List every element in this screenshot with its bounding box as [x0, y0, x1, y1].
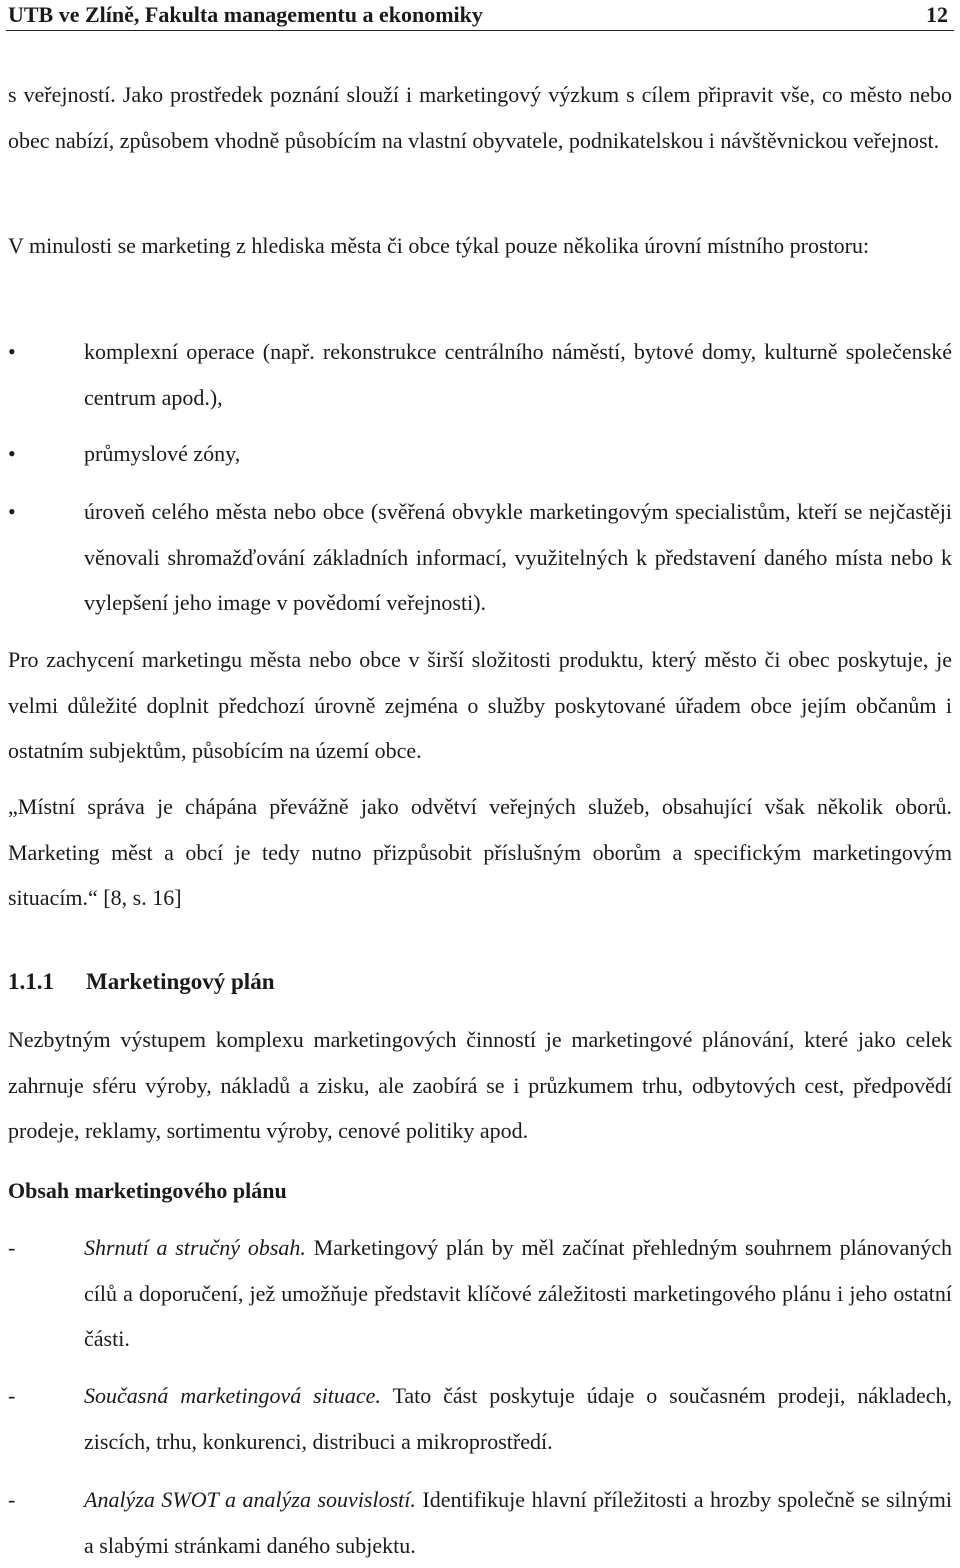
dash-marker: -	[8, 1487, 16, 1512]
dash-item-term: Současná marketingová situace.	[84, 1383, 381, 1408]
paragraph: Nezbytným výstupem komplexu marketingových činností je marketingové plánování, které jako celek zahrnuje sféru výroby, nákladů a zisku, ale zaobírá se i průzkumem trhu, odbytových cest, předpovědí prodeje, reklamy, sortimentu výroby, cenové politiky apod.	[8, 1027, 952, 1143]
dash-item-text	[84, 1373, 952, 1464]
subsection-heading: Obsah marketingového plánu	[8, 1178, 287, 1203]
dash-item-term: Shrnutí a stručný obsah.	[84, 1235, 306, 1260]
bullet-text: úroveň celého města nebo obce (svěřená obvykle marketingovým specialistům, kteří se nejčastěji věnovali shromažďování základních informací, využitelných k představení daného místa nebo k vylepšení jeho image v povědomí veřejnosti).	[84, 499, 952, 615]
page-number: 12	[926, 2, 948, 27]
dash-marker: -	[8, 1383, 16, 1408]
dash-item-body: Marketingový plán by měl začínat přehledným souhrnem plánovaných cílů a doporučení, jež umožňuje představit klíčové záležitosti marketingového plánu i jeho ostatní části.	[84, 1235, 952, 1351]
bullet-icon: •	[8, 441, 16, 466]
bullet-icon: •	[8, 339, 16, 364]
page-header	[6, 0, 954, 31]
paragraph: s veřejností. Jako prostředek poznání slouží i marketingový výzkum s cílem připravit vše, co město nebo obec nabízí, způsobem vhodně působícím na vlastní obyvatele, podnikatelskou i návštěvnickou veřejnost.	[8, 82, 952, 153]
bullet-icon: •	[8, 499, 16, 524]
bullet-text: průmyslové zóny,	[84, 441, 241, 466]
section-title: Marketingový plán	[86, 969, 275, 994]
dash-item-term: Analýza SWOT a analýza souvislostí.	[84, 1487, 416, 1512]
quote-paragraph: „Místní správa je chápána převážně jako odvětví veřejných služeb, obsahující však několik oborů. Marketing měst a obcí je tedy nutno přizpůsobit příslušným oborům a specifickým marketingovým situacím.“ [8, s. 16]	[8, 794, 952, 910]
paragraph: V minulosti se marketing z hlediska města či obce týkal pouze několika úrovní místního prostoru:	[8, 233, 870, 258]
dash-item-text	[84, 1477, 952, 1568]
section-heading	[8, 967, 274, 997]
dash-item-body: Identifikuje hlavní příležitosti a hrozby společně se silnými a slabými stránkami daného subjektu.	[84, 1487, 953, 1558]
dash-marker: -	[8, 1235, 16, 1260]
header-title: UTB ve Zlíně, Fakulta managementu a ekonomiky	[8, 2, 483, 27]
section-number: 1.1.1	[8, 969, 54, 994]
paragraph: Pro zachycení marketingu města nebo obce v širší složitosti produktu, který město či obec poskytuje, je velmi důležité doplnit předchozí úrovně zejména o služby poskytované úřadem obce jejím občanům i ostatním subjektům, působícím na území obce.	[8, 647, 952, 763]
bullet-text: komplexní operace (např. rekonstrukce centrálního náměstí, bytové domy, kulturně společenské centrum apod.),	[84, 339, 952, 410]
dash-item-body: Tato část poskytuje údaje o současném prodeji, nákladech, ziscích, trhu, konkurenci, distribuci a mikroprostředí.	[84, 1383, 953, 1454]
dash-item-text	[84, 1225, 952, 1362]
